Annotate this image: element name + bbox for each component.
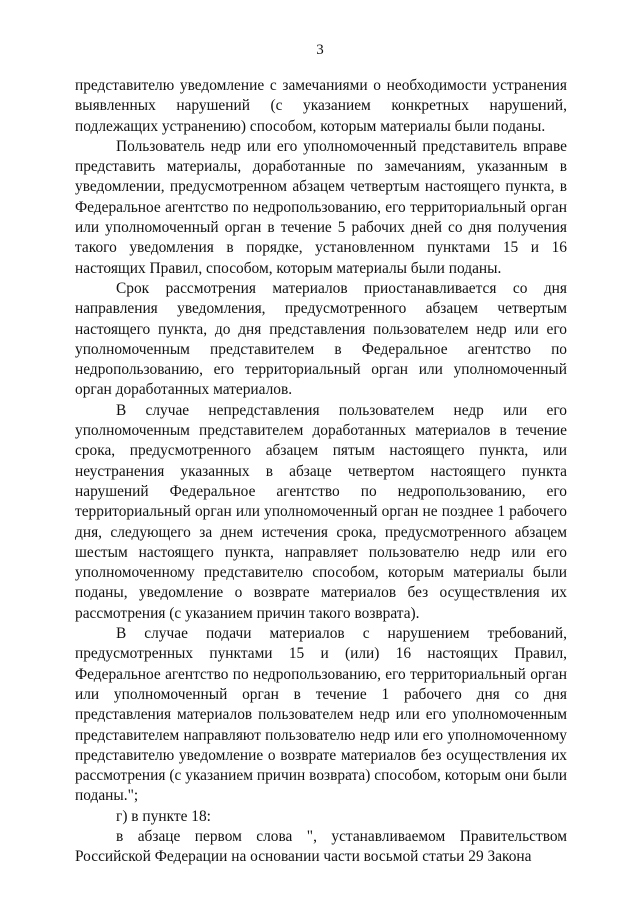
paragraph-suspension-term: Срок рассмотрения материалов приостанавливается со дня направления уведомления, предусмотренного абзацем четвертым настоящего пункта, до дня представления пользователем недр или его уполномоченным представителем в Федеральное агентство по недропользованию, его территориальный орган или уполномоченный орган доработанных материалов. <box>75 279 567 399</box>
paragraph-violation-return: В случае подачи материалов с нарушением требований, предусмотренных пунктами 15 и (или) 16 настоящих Правил, Федеральное агентство по недропользованию, его территориальный орган или уполномоченный орган в течение 1 рабочего дня со дня представления материалов пользователем недр или его уполномоченным представителем направляют пользователю недр или его уполномоченному представителю уведомление о возврате материалов без осуществления их рассмотрения (с указанием причин возврата) способом, которым они были поданы."; <box>75 625 567 805</box>
paragraph-item-g: г) в пункте 18: <box>116 807 211 825</box>
paragraph-continuation: представителю уведомление с замечаниями о необходимости устранения выявленных нарушений (с указанием конкретных нарушений, подлежащих устранению) способом, которым материалы были поданы. <box>75 77 567 135</box>
paragraph-resubmission: Пользователь недр или его уполномоченный представитель вправе представить материалы, доработанные по замечаниям, указанным в уведомлении, предусмотренном абзацем четвертым настоящего пункта, в Федеральное агентство по недропользованию, его территориальный орган или уполномоченный орган в течение 5 рабочих дней со дня получения такого уведомления в порядке, установленном пунктами 15 и 16 настоящих Правил, способом, которым материалы были поданы. <box>75 137 567 277</box>
paragraph-first-abzac: в абзаце первом слова ", устанавливаемом Правительством Российской Федерации на основании части восьмой статьи 29 Закона <box>75 827 567 866</box>
document-body <box>75 76 567 868</box>
page-number: 3 <box>316 42 324 58</box>
paragraph-non-submission: В случае непредставления пользователем недр или его уполномоченным представителем доработанных материалов в течение срока, предусмотренного абзацем пятым настоящего пункта, или неустранения указанных в абзаце четвертом настоящего пункта нарушений Федеральное агентство по недропользованию, его территориальный орган или уполномоченный орган не позднее 1 рабочего дня, следующего за днем истечения срока, предусмотренного абзацем шестым настоящего пункта, направляет пользователю недр или его уполномоченному представителю способом, которым материалы были поданы, уведомление о возврате материалов без осуществления их рассмотрения (с указанием причин такого возврата). <box>75 401 567 622</box>
